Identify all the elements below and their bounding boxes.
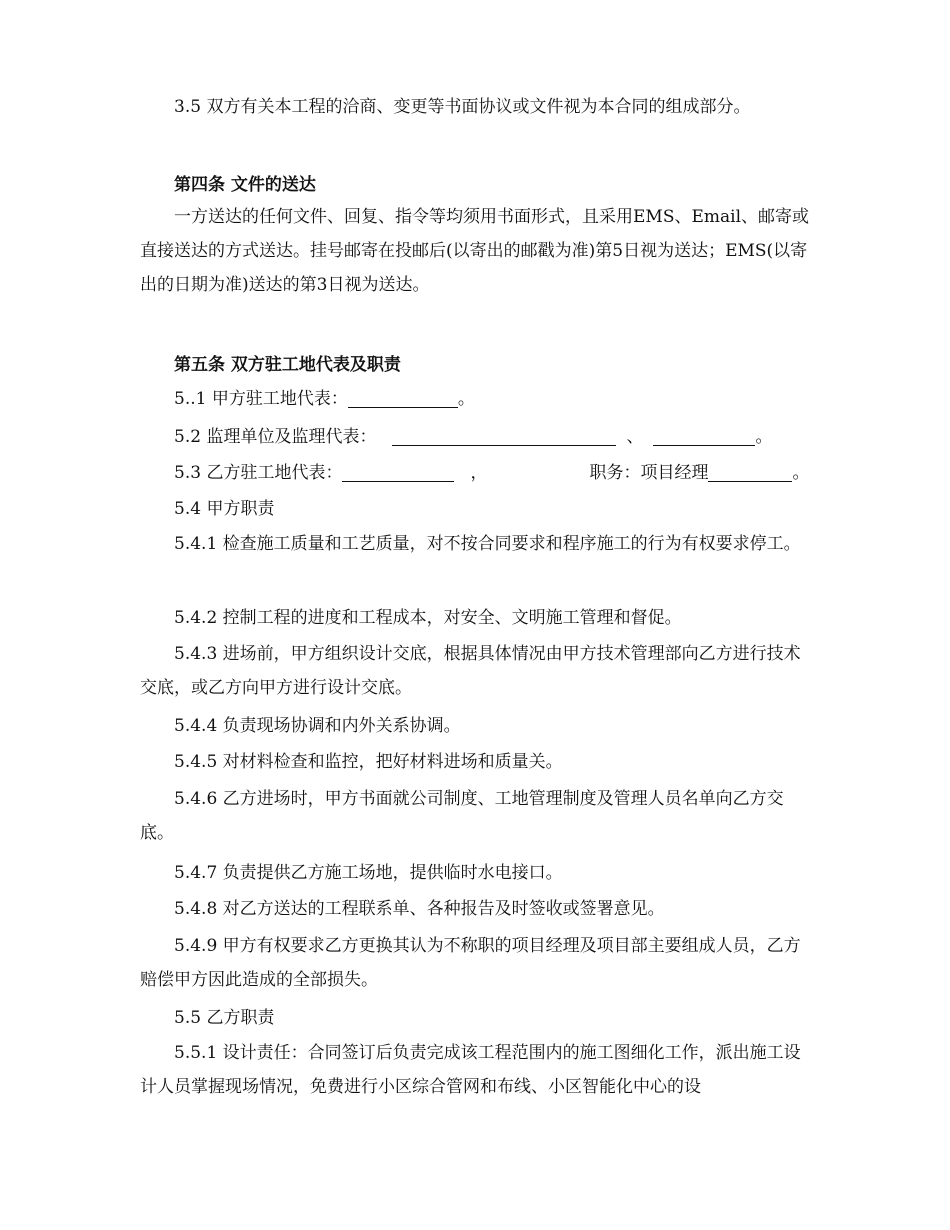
clause-5-4-2: 5.4.2 控制工程的进度和工程成本，对安全、文明施工管理和督促。: [174, 608, 682, 628]
clause-5-2-label: 5.2 监理单位及监理代表：: [174, 427, 377, 447]
article-4-body: 一方送达的任何文件、回复、指令等均须用书面形式，且采用EMS、Email、邮寄或直接送达的方式送达。挂号邮寄在投邮后(以寄出的邮戳为准)第5日视为送达；EMS(以寄出的日期为准)送达的第3日视为送达。: [140, 207, 809, 295]
clause-5-4-5: 5.4.5 对材料检查和监控，把好材料进场和质量关。: [174, 752, 563, 772]
supervisor-rep-blank: [653, 427, 755, 446]
clause-5-3-comma: ，: [470, 463, 488, 483]
rep-a-blank: [348, 389, 458, 408]
clause-5-2-sep: 、: [626, 427, 644, 447]
clause-5-4: 5.4 甲方职责: [174, 499, 275, 519]
rep-b-blank: [342, 463, 454, 482]
clause-5-1: [140, 382, 812, 416]
clause-5-4-7: 5.4.7 负责提供乙方施工场地，提供临时水电接口。: [174, 863, 563, 883]
clause-5-3-end: 。: [792, 463, 810, 483]
clause-5-5-1: 5.5.1 设计责任：合同签订后负责完成该工程范围内的施工图细化工作，派出施工设计人员掌握现场情况，免费进行小区综合管网和布线、小区智能化中心的设: [140, 1043, 801, 1097]
article-4-heading: 第四条 文件的送达: [174, 175, 316, 195]
clause-5-4-6: 5.4.6 乙方进场时，甲方书面就公司制度、工地管理制度及管理人员名单向乙方交底。: [140, 789, 784, 843]
clause-5-1-label: 5..1 甲方驻工地代表：: [174, 389, 348, 409]
clause-5-3-post: 职务：项目经理: [589, 463, 709, 483]
clause-5-4-1: 5.4.1 检查施工质量和工艺质量，对不按合同要求和程序施工的行为有权要求停工。: [174, 534, 801, 554]
clause-5-1-end: 。: [457, 389, 475, 409]
supervisor-unit-blank: [392, 427, 616, 446]
clause-3-5: 3.5 双方有关本工程的洽商、变更等书面协议或文件视为本合同的组成部分。: [174, 97, 751, 117]
clause-5-4-3: 5.4.3 进场前，甲方组织设计交底，根据具体情况由甲方技术管理部向乙方进行技术交底，或乙方向甲方进行设计交底。: [140, 644, 801, 698]
article-5-heading: 第五条 双方驻工地代表及职责: [174, 355, 401, 375]
clause-5-5: 5.5 乙方职责: [174, 1008, 275, 1028]
clause-5-2-end: 。: [755, 427, 773, 447]
clause-5-3-label: 5.3 乙方驻工地代表：: [174, 463, 343, 483]
clause-5-4-4: 5.4.4 负责现场协调和内外关系协调。: [174, 716, 461, 736]
project-manager-blank: [708, 463, 792, 482]
clause-5-4-8: 5.4.8 对乙方送达的工程联系单、各种报告及时签收或签署意见。: [174, 899, 665, 919]
clause-5-4-9: 5.4.9 甲方有权要求乙方更换其认为不称职的项目经理及项目部主要组成人员，乙方赔偿甲方因此造成的全部损失。: [140, 936, 801, 990]
clause-5-2: [140, 420, 812, 454]
clause-5-3: [140, 456, 812, 490]
